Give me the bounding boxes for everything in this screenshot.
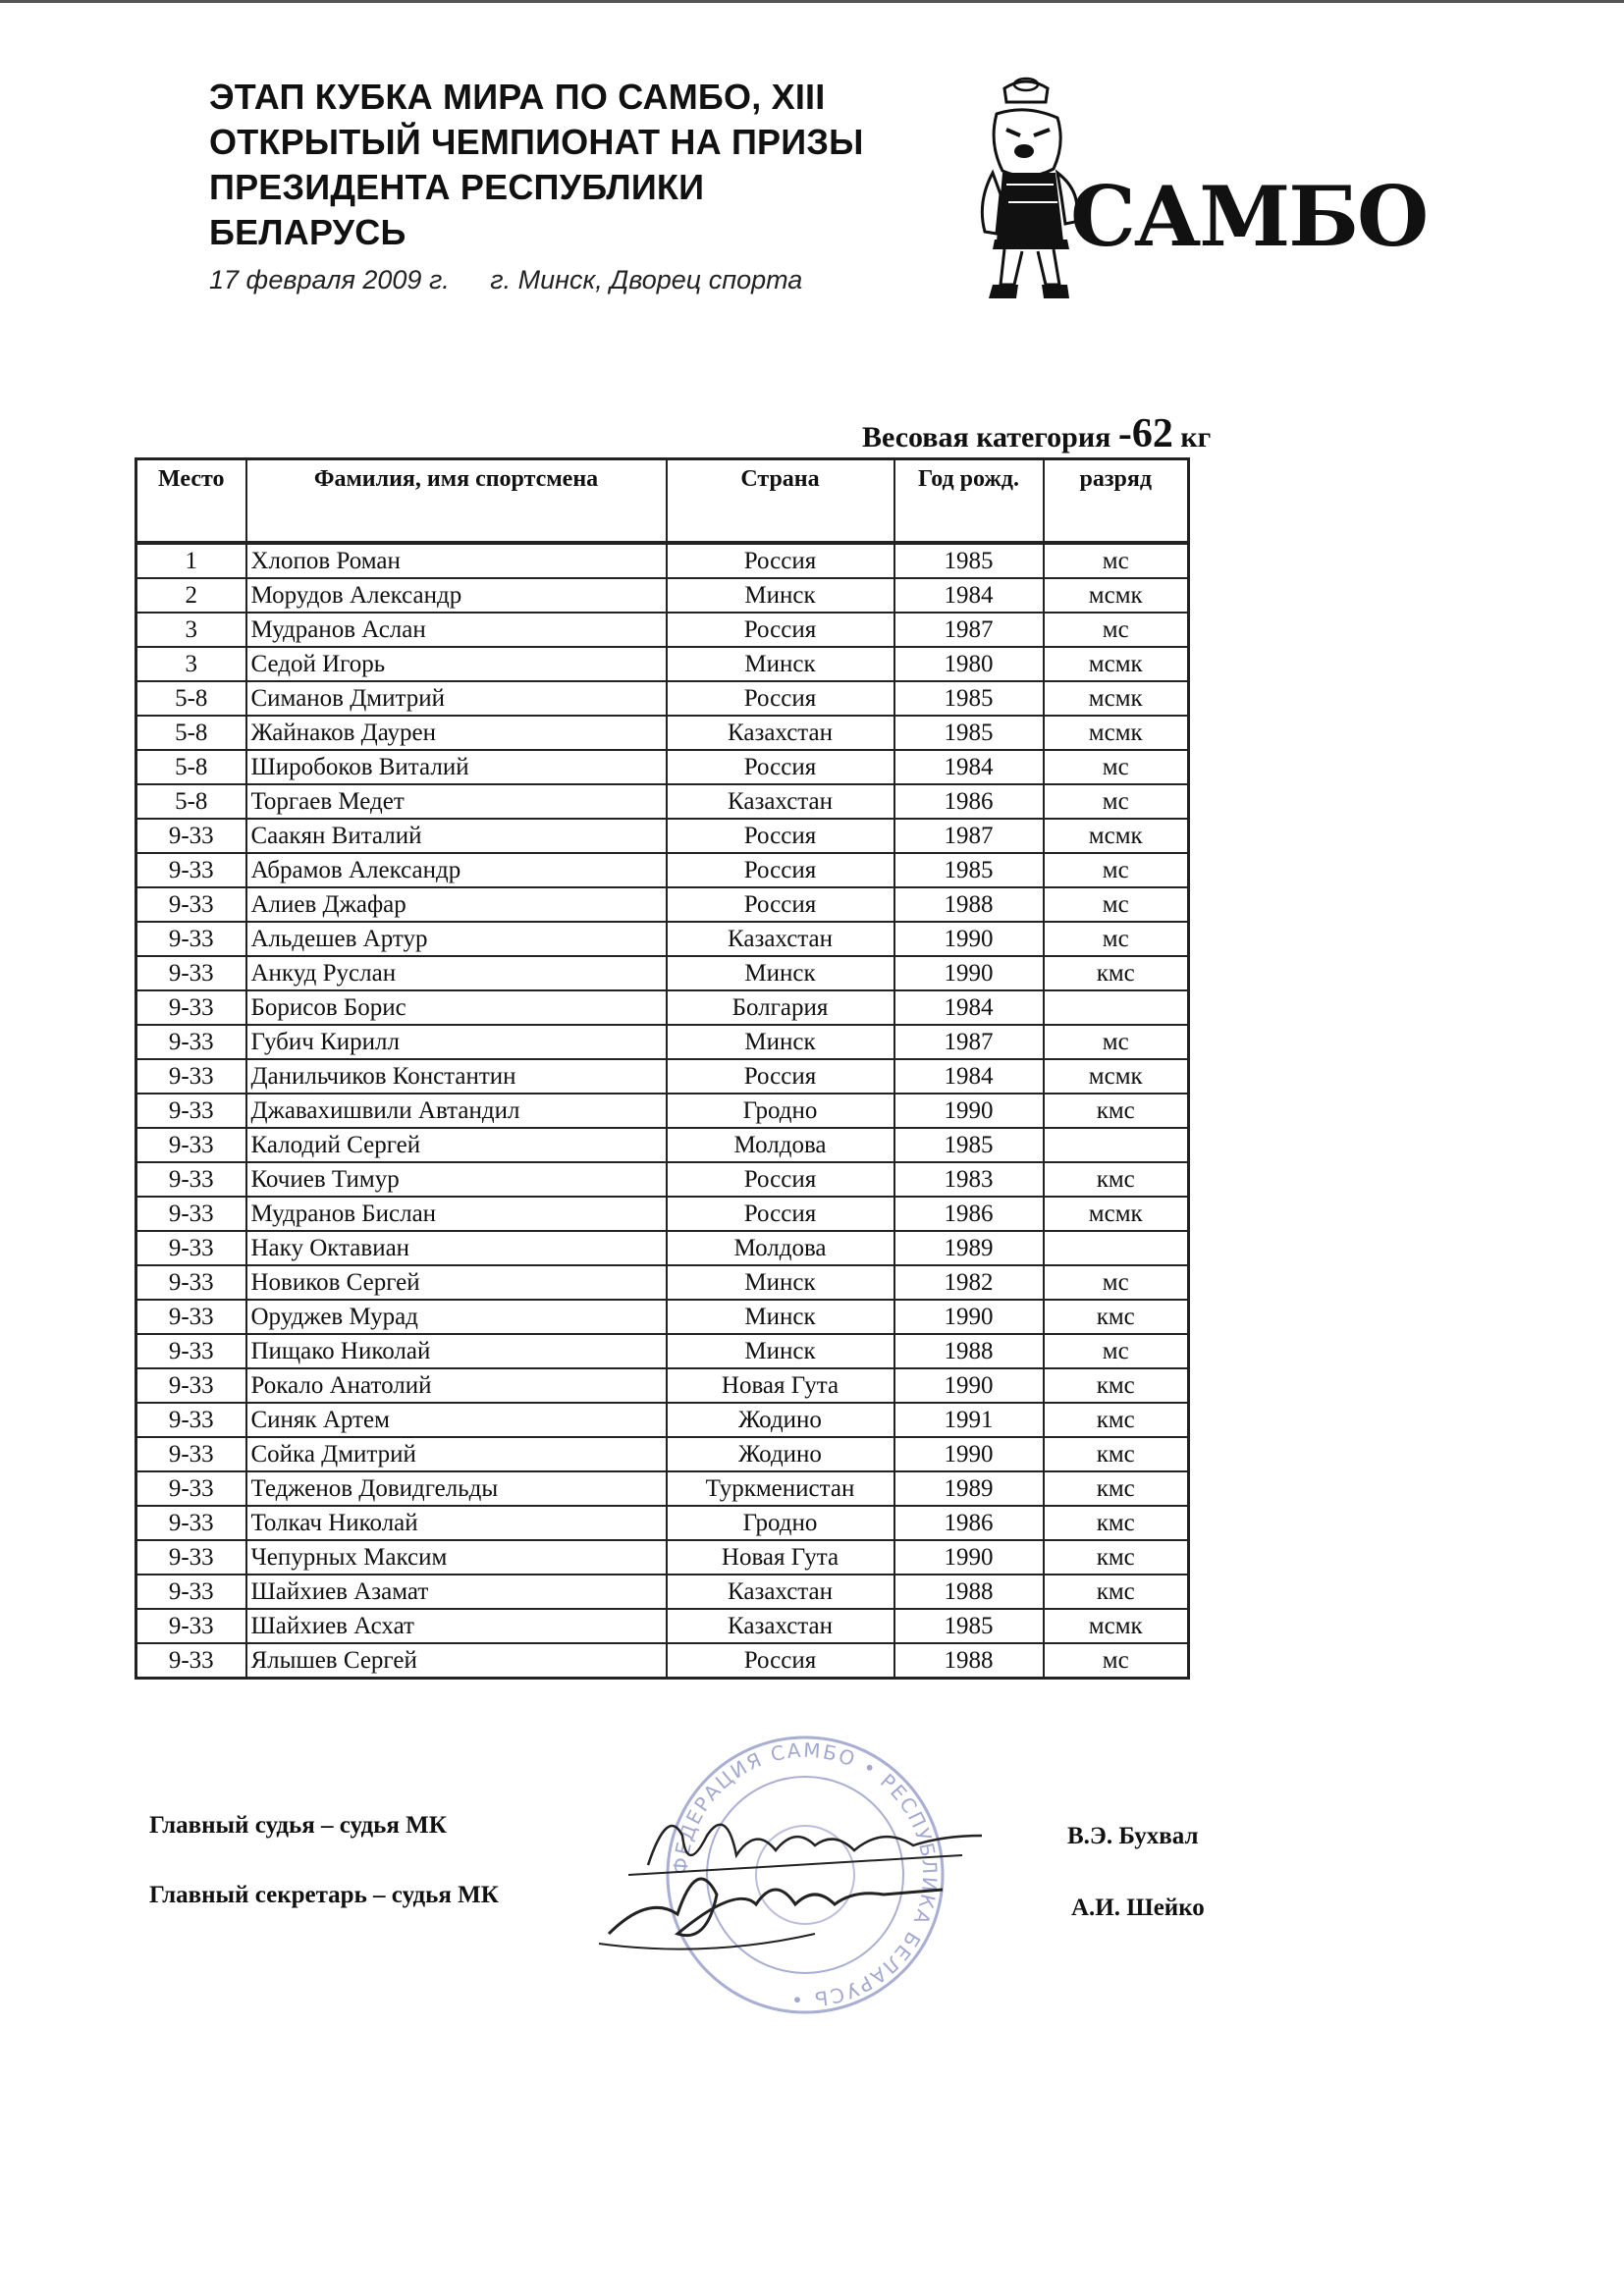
title-line-2: ОТКРЫТЫЙ ЧЕМПИОНАТ НА ПРИЗЫ bbox=[209, 122, 864, 162]
cell-place: 9-33 bbox=[136, 1506, 246, 1540]
cell-country: Россия bbox=[667, 613, 894, 647]
cell-name: Чепурных Максим bbox=[246, 1540, 667, 1575]
cell-country: Новая Гута bbox=[667, 1368, 894, 1403]
cell-rank: мсмк bbox=[1044, 681, 1189, 716]
title-line-4: БЕЛАРУСЬ bbox=[209, 212, 406, 252]
cell-rank: кмс bbox=[1044, 1540, 1189, 1575]
cell-rank: кмс bbox=[1044, 1403, 1189, 1437]
cell-place: 5-8 bbox=[136, 750, 246, 784]
cell-country: Молдова bbox=[667, 1231, 894, 1265]
cell-year: 1990 bbox=[894, 922, 1044, 956]
cell-rank: кмс bbox=[1044, 1162, 1189, 1197]
cell-rank: кмс bbox=[1044, 1471, 1189, 1506]
cell-place: 3 bbox=[136, 647, 246, 681]
cell-place: 9-33 bbox=[136, 887, 246, 922]
table-row bbox=[136, 647, 1189, 681]
cell-name: Тедженов Довидгельды bbox=[246, 1471, 667, 1506]
table-row bbox=[136, 784, 1189, 819]
cell-country: Минск bbox=[667, 1025, 894, 1059]
cell-place: 9-33 bbox=[136, 1609, 246, 1643]
cell-country: Россия bbox=[667, 1643, 894, 1679]
cell-year: 1990 bbox=[894, 1094, 1044, 1128]
cell-country: Россия bbox=[667, 681, 894, 716]
cell-rank: кмс bbox=[1044, 1506, 1189, 1540]
cell-country: Минск bbox=[667, 1334, 894, 1368]
cell-name: Новиков Сергей bbox=[246, 1265, 667, 1300]
table-row bbox=[136, 716, 1189, 750]
stamp-text: ФЕДЕРАЦИЯ САМБО • РЕСПУБЛИКА БЕЛАРУСЬ • bbox=[668, 1737, 943, 2012]
table-row bbox=[136, 543, 1189, 578]
cell-country: Россия bbox=[667, 750, 894, 784]
cell-year: 1985 bbox=[894, 716, 1044, 750]
cell-name: Джавахишвили Автандил bbox=[246, 1094, 667, 1128]
cell-rank: мс bbox=[1044, 784, 1189, 819]
cell-rank: мс bbox=[1044, 922, 1189, 956]
cell-rank: кмс bbox=[1044, 1437, 1189, 1471]
weight-category-label: Весовая категория bbox=[862, 421, 1111, 454]
cell-rank: мс bbox=[1044, 543, 1189, 578]
table-row bbox=[136, 1231, 1189, 1265]
cell-place: 9-33 bbox=[136, 1265, 246, 1300]
table-row bbox=[136, 1471, 1189, 1506]
table-row bbox=[136, 819, 1189, 853]
chief-judge-name: В.Э. Бухвал bbox=[1067, 1823, 1199, 1849]
cell-name: Борисов Борис bbox=[246, 990, 667, 1025]
cell-place: 1 bbox=[136, 543, 246, 578]
cell-year: 1985 bbox=[894, 1609, 1044, 1643]
signature-scrawls bbox=[589, 1796, 1001, 1963]
cell-year: 1990 bbox=[894, 1368, 1044, 1403]
cell-name: Кочиев Тимур bbox=[246, 1162, 667, 1197]
cell-place: 5-8 bbox=[136, 716, 246, 750]
cell-name: Шайхиев Азамат bbox=[246, 1575, 667, 1609]
cell-name: Синяк Артем bbox=[246, 1403, 667, 1437]
table-row bbox=[136, 1025, 1189, 1059]
cell-name: Седой Игорь bbox=[246, 647, 667, 681]
cell-country: Россия bbox=[667, 819, 894, 853]
cell-country: Минск bbox=[667, 578, 894, 613]
results-table bbox=[135, 457, 1190, 1680]
cell-year: 1984 bbox=[894, 990, 1044, 1025]
table-row bbox=[136, 1609, 1189, 1643]
cell-year: 1987 bbox=[894, 819, 1044, 853]
cell-name: Шайхиев Асхат bbox=[246, 1609, 667, 1643]
column-header-birth-year: Год рожд. bbox=[894, 459, 1044, 544]
cell-name: Саакян Виталий bbox=[246, 819, 667, 853]
cell-place: 9-33 bbox=[136, 1231, 246, 1265]
cell-country: Казахстан bbox=[667, 922, 894, 956]
cell-name: Калодий Сергей bbox=[246, 1128, 667, 1162]
cell-name: Анкуд Руслан bbox=[246, 956, 667, 990]
column-header-place: Место bbox=[136, 459, 246, 544]
cell-year: 1985 bbox=[894, 681, 1044, 716]
sambo-logo-text: САМБО bbox=[1070, 168, 1428, 265]
cell-year: 1988 bbox=[894, 1643, 1044, 1679]
cell-place: 9-33 bbox=[136, 1403, 246, 1437]
chief-secretary-label: Главный секретарь – судья МК bbox=[149, 1882, 499, 1908]
cell-country: Минск bbox=[667, 647, 894, 681]
table-row bbox=[136, 1197, 1189, 1231]
cell-name: Рокало Анатолий bbox=[246, 1368, 667, 1403]
cell-country: Казахстан bbox=[667, 1575, 894, 1609]
cell-place: 9-33 bbox=[136, 1094, 246, 1128]
cell-place: 9-33 bbox=[136, 1575, 246, 1609]
cell-country: Жодино bbox=[667, 1403, 894, 1437]
cell-year: 1984 bbox=[894, 578, 1044, 613]
cell-rank: мс bbox=[1044, 853, 1189, 887]
table-row bbox=[136, 1575, 1189, 1609]
table-row bbox=[136, 681, 1189, 716]
cell-country: Россия bbox=[667, 1197, 894, 1231]
chief-judge-label: Главный судья – судья МК bbox=[149, 1812, 447, 1839]
cell-rank: мсмк bbox=[1044, 1197, 1189, 1231]
cell-rank: кмс bbox=[1044, 1300, 1189, 1334]
event-subline bbox=[209, 265, 975, 295]
cell-rank: мс bbox=[1044, 750, 1189, 784]
cell-year: 1984 bbox=[894, 1059, 1044, 1094]
sambo-logo bbox=[967, 75, 1438, 310]
cell-year: 1990 bbox=[894, 1300, 1044, 1334]
cell-place: 9-33 bbox=[136, 1059, 246, 1094]
cell-rank: кмс bbox=[1044, 1368, 1189, 1403]
cell-year: 1989 bbox=[894, 1471, 1044, 1506]
document-header bbox=[209, 75, 975, 295]
table-row bbox=[136, 1643, 1189, 1679]
cell-place: 5-8 bbox=[136, 784, 246, 819]
table-row bbox=[136, 990, 1189, 1025]
cell-year: 1986 bbox=[894, 784, 1044, 819]
table-row bbox=[136, 956, 1189, 990]
cell-country: Минск bbox=[667, 1300, 894, 1334]
cell-country: Молдова bbox=[667, 1128, 894, 1162]
cell-rank: мс bbox=[1044, 1025, 1189, 1059]
cell-year: 1986 bbox=[894, 1506, 1044, 1540]
cell-name: Абрамов Александр bbox=[246, 853, 667, 887]
cell-place: 9-33 bbox=[136, 1334, 246, 1368]
cell-year: 1991 bbox=[894, 1403, 1044, 1437]
cell-place: 9-33 bbox=[136, 922, 246, 956]
cell-name: Хлопов Роман bbox=[246, 543, 667, 578]
cell-place: 9-33 bbox=[136, 1128, 246, 1162]
weight-category-unit: кг bbox=[1180, 421, 1212, 454]
cell-rank: мсмк bbox=[1044, 1609, 1189, 1643]
cell-place: 9-33 bbox=[136, 1197, 246, 1231]
cell-place: 5-8 bbox=[136, 681, 246, 716]
cell-country: Россия bbox=[667, 887, 894, 922]
table-row bbox=[136, 1334, 1189, 1368]
table-row bbox=[136, 1506, 1189, 1540]
cell-place: 9-33 bbox=[136, 1540, 246, 1575]
cell-name: Морудов Александр bbox=[246, 578, 667, 613]
table-row bbox=[136, 1368, 1189, 1403]
table-row bbox=[136, 1437, 1189, 1471]
cell-rank: мсмк bbox=[1044, 819, 1189, 853]
column-header-name: Фамилия, имя спортсмена bbox=[246, 459, 667, 544]
cell-name: Данильчиков Константин bbox=[246, 1059, 667, 1094]
table-header-row bbox=[136, 459, 1189, 544]
cell-rank: мс bbox=[1044, 1265, 1189, 1300]
cell-name: Симанов Дмитрий bbox=[246, 681, 667, 716]
table-row bbox=[136, 887, 1189, 922]
table-row bbox=[136, 853, 1189, 887]
cell-country: Гродно bbox=[667, 1094, 894, 1128]
cell-place: 2 bbox=[136, 578, 246, 613]
cell-rank: мс bbox=[1044, 1643, 1189, 1679]
cell-place: 9-33 bbox=[136, 819, 246, 853]
cell-year: 1987 bbox=[894, 1025, 1044, 1059]
cell-country: Новая Гута bbox=[667, 1540, 894, 1575]
cell-year: 1989 bbox=[894, 1231, 1044, 1265]
table-row bbox=[136, 1403, 1189, 1437]
cell-name: Губич Кирилл bbox=[246, 1025, 667, 1059]
cell-rank: мс bbox=[1044, 1334, 1189, 1368]
cell-name: Пищако Николай bbox=[246, 1334, 667, 1368]
cell-place: 9-33 bbox=[136, 1025, 246, 1059]
results-table-body bbox=[136, 543, 1189, 1679]
cell-place: 9-33 bbox=[136, 1300, 246, 1334]
table-row bbox=[136, 1162, 1189, 1197]
table-row bbox=[136, 613, 1189, 647]
cell-place: 3 bbox=[136, 613, 246, 647]
cell-country: Жодино bbox=[667, 1437, 894, 1471]
cell-country: Гродно bbox=[667, 1506, 894, 1540]
cell-country: Россия bbox=[667, 1059, 894, 1094]
cell-country: Россия bbox=[667, 1162, 894, 1197]
cell-year: 1988 bbox=[894, 1334, 1044, 1368]
cell-name: Торгаев Медет bbox=[246, 784, 667, 819]
table-row bbox=[136, 750, 1189, 784]
cell-year: 1984 bbox=[894, 750, 1044, 784]
cell-place: 9-33 bbox=[136, 1368, 246, 1403]
cell-year: 1983 bbox=[894, 1162, 1044, 1197]
table-row bbox=[136, 1300, 1189, 1334]
table-row bbox=[136, 1128, 1189, 1162]
title-line-1: ЭТАП КУБКА МИРА ПО САМБО, XIII bbox=[209, 77, 826, 117]
cell-year: 1988 bbox=[894, 1575, 1044, 1609]
cell-year: 1982 bbox=[894, 1265, 1044, 1300]
cell-country: Казахстан bbox=[667, 716, 894, 750]
column-header-country: Страна bbox=[667, 459, 894, 544]
event-date: 17 февраля 2009 г. bbox=[209, 265, 450, 294]
cell-rank bbox=[1044, 990, 1189, 1025]
cell-country: Россия bbox=[667, 853, 894, 887]
cell-name: Мудранов Аслан bbox=[246, 613, 667, 647]
cell-name: Мудранов Бислан bbox=[246, 1197, 667, 1231]
cell-name: Жайнаков Даурен bbox=[246, 716, 667, 750]
title-line-3: ПРЕЗИДЕНТА РЕСПУБЛИКИ bbox=[209, 167, 705, 207]
cell-name: Сойка Дмитрий bbox=[246, 1437, 667, 1471]
cell-rank: мс bbox=[1044, 613, 1189, 647]
cell-name: Альдешев Артур bbox=[246, 922, 667, 956]
cell-rank: кмс bbox=[1044, 1575, 1189, 1609]
cell-place: 9-33 bbox=[136, 990, 246, 1025]
cell-year: 1980 bbox=[894, 647, 1044, 681]
cell-name: Алиев Джафар bbox=[246, 887, 667, 922]
table-row bbox=[136, 1265, 1189, 1300]
cell-place: 9-33 bbox=[136, 1471, 246, 1506]
cell-name: Ялышев Сергей bbox=[246, 1643, 667, 1679]
cell-country: Болгария bbox=[667, 990, 894, 1025]
cell-name: Широбоков Виталий bbox=[246, 750, 667, 784]
cell-place: 9-33 bbox=[136, 1437, 246, 1471]
cell-year: 1987 bbox=[894, 613, 1044, 647]
cell-rank: кмс bbox=[1044, 956, 1189, 990]
cell-country: Казахстан bbox=[667, 1609, 894, 1643]
table-row bbox=[136, 922, 1189, 956]
column-header-rank: разряд bbox=[1044, 459, 1189, 544]
chief-secretary-name: А.И. Шейко bbox=[1071, 1895, 1205, 1921]
cell-year: 1985 bbox=[894, 1128, 1044, 1162]
table-row bbox=[136, 1540, 1189, 1575]
cell-name: Толкач Николай bbox=[246, 1506, 667, 1540]
cell-rank bbox=[1044, 1231, 1189, 1265]
weight-category bbox=[862, 410, 1211, 457]
cell-rank: мс bbox=[1044, 887, 1189, 922]
cell-country: Россия bbox=[667, 543, 894, 578]
cell-name: Оруджев Мурад bbox=[246, 1300, 667, 1334]
cell-rank: мсмк bbox=[1044, 1059, 1189, 1094]
cell-place: 9-33 bbox=[136, 1162, 246, 1197]
cell-country: Казахстан bbox=[667, 784, 894, 819]
table-row bbox=[136, 1094, 1189, 1128]
cell-place: 9-33 bbox=[136, 956, 246, 990]
cell-place: 9-33 bbox=[136, 853, 246, 887]
top-border-line bbox=[0, 0, 1624, 3]
cell-place: 9-33 bbox=[136, 1643, 246, 1679]
cell-country: Минск bbox=[667, 1265, 894, 1300]
event-location: г. Минск, Дворец спорта bbox=[490, 265, 803, 294]
cell-country: Минск bbox=[667, 956, 894, 990]
cell-rank: мсмк bbox=[1044, 578, 1189, 613]
cell-year: 1990 bbox=[894, 956, 1044, 990]
cell-rank: кмс bbox=[1044, 1094, 1189, 1128]
cell-year: 1985 bbox=[894, 543, 1044, 578]
cell-year: 1990 bbox=[894, 1437, 1044, 1471]
cell-rank bbox=[1044, 1128, 1189, 1162]
cell-year: 1988 bbox=[894, 887, 1044, 922]
cell-name: Наку Октавиан bbox=[246, 1231, 667, 1265]
table-row bbox=[136, 578, 1189, 613]
cell-rank: мсмк bbox=[1044, 647, 1189, 681]
cell-year: 1986 bbox=[894, 1197, 1044, 1231]
cell-country: Туркменистан bbox=[667, 1471, 894, 1506]
cell-year: 1985 bbox=[894, 853, 1044, 887]
cell-rank: мсмк bbox=[1044, 716, 1189, 750]
weight-category-value: -62 bbox=[1117, 411, 1173, 456]
cell-year: 1990 bbox=[894, 1540, 1044, 1575]
table-row bbox=[136, 1059, 1189, 1094]
